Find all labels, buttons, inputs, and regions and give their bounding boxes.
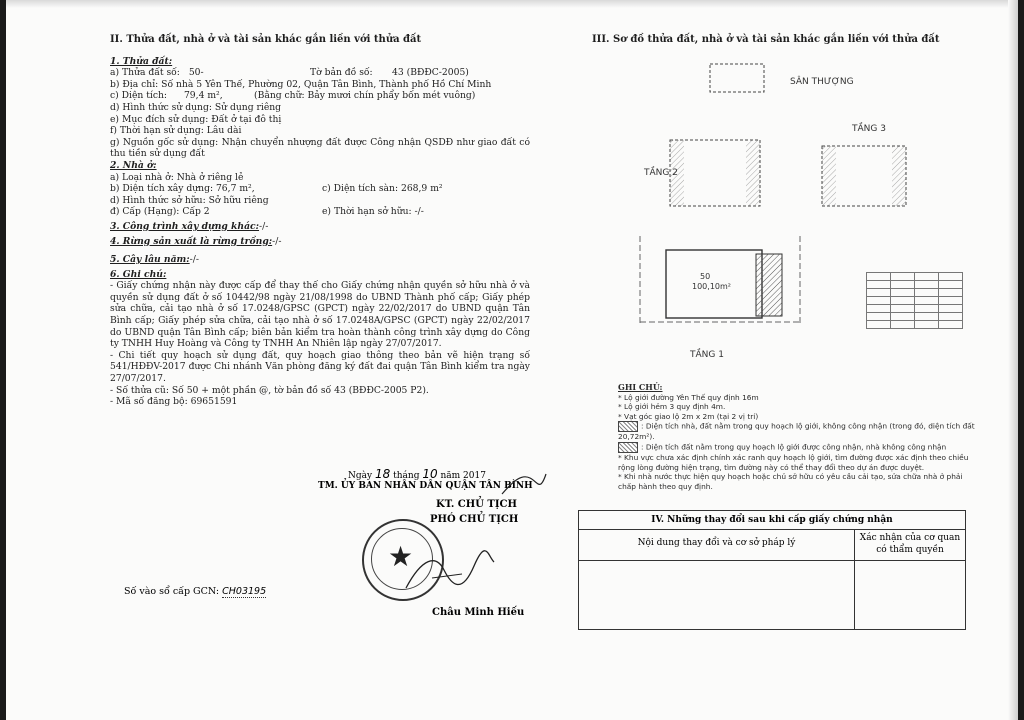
diagram-section (592, 34, 992, 55)
registration-number (124, 586, 266, 597)
issuing-org: TM. ỦY BAN NHÂN DÂN QUẬN TÂN BÌNH (318, 481, 533, 491)
note-corner-cut: * Vạt góc giao lộ 2m x 2m (tại 2 vị trí) (618, 411, 759, 421)
changes-header (579, 530, 965, 561)
hatch-swatch-icon (618, 421, 638, 432)
plot-number-value: 50- (188, 67, 204, 79)
diagram-notes (618, 383, 978, 491)
note-planning-area: * Khu vực chưa xác định chính xác ranh quy hoạch lộ giới, tìm đường được xác định theo chiều rộng lòng đường hiện trạng, tìm đường này có thể thay đổi theo dự án được duyệt. (618, 452, 969, 472)
signer-signature (402, 548, 497, 598)
vice-chair-title: PHÓ CHỦ TỊCH (430, 514, 519, 525)
usage-purpose-line: e) Mục đích sử dụng: Đất ở tại đô thị (110, 113, 282, 125)
floor1-label: TẦNG 1 (690, 350, 724, 360)
note-planning: - Chi tiết quy hoạch sử dụng đất, quy hoạch giao thông theo bản vẽ hiện trạng số 541/HĐĐV-2017 được Chi nhánh Văn phòng đăng ký đất đai quận Tân Bình kiểm tra ngày 27/07/2017. (110, 349, 530, 385)
note-replacement: - Giấy chứng nhận này được cấp để thay thế cho Giấy chứng nhận quyền sở hữu nhà ở và quyền sử dụng đất ở số 10442/98 ngày 21/08/1998 do UBND Thành phố cấp; Giấy phép sửa chữa, cải tạo nhà ở số 17.0248/GPSC (GPCT) ngày 22/02/2017 do UBND quận Tân Bình cấp; Giấy phép sửa chữa, cải tạo nhà ở số 17.0248A/GPSC (GPCT) ngày 22/02/2017 do UBND quận Tân Bình cấp; biên bản kiểm tra hoàn thành công trình xây dựng do Công ty TNHH Huy Hoàng và Công ty TNHH An Nhiên lập ngày 27/07/2017. (110, 280, 530, 350)
construction-area: b) Diện tích xây dựng: 76,7 m², (110, 183, 255, 195)
floor-plan-drawing (600, 60, 990, 380)
date-prefix: Ngày (348, 471, 373, 481)
floor-area: c) Diện tích sàn: 268,9 m² (322, 183, 443, 195)
note-hatch-1-text: : Diện tích nhà, đất nằm trong quy hoạch lộ giới, không công nhận (trong đó, diện tích đất 20,72m²). (618, 421, 975, 442)
note-old-plot: - Số thửa cũ: Số 50 + một phần @, tờ bản đồ số 43 (BĐĐC-2005 P2). (110, 384, 429, 396)
house-type-line: a) Loại nhà ở: Nhà ở riêng lẻ (110, 171, 244, 183)
roof-label: SÂN THƯỢNG (790, 77, 854, 87)
diagram-notes-title: GHI CHÚ: (618, 382, 663, 392)
signer-name: Châu Minh Hiếu (432, 607, 525, 618)
vice-chair-kt: KT. CHỦ TỊCH (436, 499, 517, 510)
note-road-boundary: * Lộ giới đường Yên Thế quy định 16m (618, 392, 759, 402)
land-plot-heading: 1. Thửa đất: (110, 55, 173, 67)
note-registration-code: - Mã số đăng bộ: 69651591 (110, 396, 238, 408)
date-month-label: tháng (393, 471, 420, 481)
section-title-ii: II. Thửa đất, nhà ở và tài sản khác gắn liền với thửa đất (110, 34, 422, 45)
note-hatch-2-text: : Diện tích đất nằm trong quy hoạch lộ giới được công nhận, nhà không công nhận (641, 442, 947, 452)
land-info-section (110, 34, 530, 408)
other-construction-heading: 3. Công trình xây dựng khác: (110, 220, 260, 232)
usage-term-line: f) Thời hạn sử dụng: Lâu dài (110, 125, 242, 137)
date-year: năm 2017 (440, 471, 486, 481)
note-hatch-1 (618, 421, 978, 442)
area-value: 79,4 m², (183, 90, 223, 102)
perennial-heading: 5. Cây lâu năm: (110, 254, 190, 266)
construction-area-line (110, 183, 530, 195)
ownership-form-line: d) Hình thức sở hữu: Sở hữu riêng (110, 194, 269, 206)
note-compliance: * Khi nhà nước thực hiện quy hoạch hoặc chủ sở hữu có yêu cầu cải tạo, sửa chữa nhà ở phải chấp hành theo quy định. (618, 472, 963, 491)
ownership-term: e) Thời hạn sở hữu: -/- (322, 206, 424, 218)
changes-col-confirm: Xác nhận của cơ quan có thẩm quyền (859, 533, 961, 555)
perennial-value: -/- (189, 254, 199, 266)
registration-value: CH03195 (222, 586, 267, 597)
forest-heading: 4. Rừng sản xuất là rừng trồng: (110, 235, 273, 247)
notes-heading: 6. Ghi chú: (110, 268, 167, 280)
note-hatch-2 (618, 442, 978, 453)
usage-form-line: d) Hình thức sử dụng: Sử dụng riêng (110, 101, 282, 113)
note-alley-boundary: * Lộ giới hẻm 3 quy định 4m. (618, 402, 726, 412)
area-in-words: (Bằng chữ: Bảy mươi chín phẩy bốn mét vuông) (254, 90, 476, 102)
area-label: c) Diện tích: (110, 90, 168, 102)
date-day: 18 (374, 467, 391, 481)
seal-star-icon: ★ (388, 540, 414, 573)
other-construction-value: -/- (259, 220, 269, 232)
map-sheet-value: 43 (BĐĐC-2005) (392, 67, 469, 79)
plot-number-line (110, 67, 530, 79)
house-heading: 2. Nhà ở: (110, 159, 157, 171)
section-title-iii: III. Sơ đồ thửa đất, nhà ở và tài sản khác gắn liền với thửa đất (592, 34, 940, 45)
roof-outline (710, 64, 764, 92)
changes-title: IV. Những thay đổi sau khi cấp giấy chứng nhận (579, 511, 965, 530)
lot-area: 100,10m² (692, 282, 731, 291)
date-month: 10 (422, 467, 438, 481)
map-sheet-label: Tờ bản đồ số: (310, 67, 373, 79)
hatch-swatch-icon (618, 442, 638, 453)
area-line (110, 90, 530, 102)
usage-origin-line: g) Nguồn gốc sử dụng: Nhận chuyển nhượng đất được Công nhận QSDĐ như giao đất có thu tiền sử dụng đất (110, 136, 530, 160)
forest-value: -/- (272, 235, 282, 247)
registration-label: Số vào sổ cấp GCN: (124, 586, 220, 597)
plot-number-label: a) Thửa đất số: (110, 67, 180, 79)
house-grade: đ) Cấp (Hạng): Cấp 2 (110, 206, 210, 218)
address-line: b) Địa chỉ: Số nhà 5 Yên Thế, Phường 02, Quận Tân Bình, Thành phố Hồ Chí Minh (110, 78, 492, 90)
issue-date (348, 467, 486, 481)
lot-number: 50 (700, 272, 711, 281)
floor2-label: TẦNG 2 (644, 168, 678, 178)
coordinate-table (866, 272, 963, 329)
grade-line (110, 206, 530, 218)
changes-table (578, 510, 966, 630)
handwritten-signature-mark (500, 470, 548, 500)
changes-col-content: Nội dung thay đổi và cơ sở pháp lý (637, 538, 796, 548)
floor3-label: TẦNG 3 (852, 124, 886, 134)
